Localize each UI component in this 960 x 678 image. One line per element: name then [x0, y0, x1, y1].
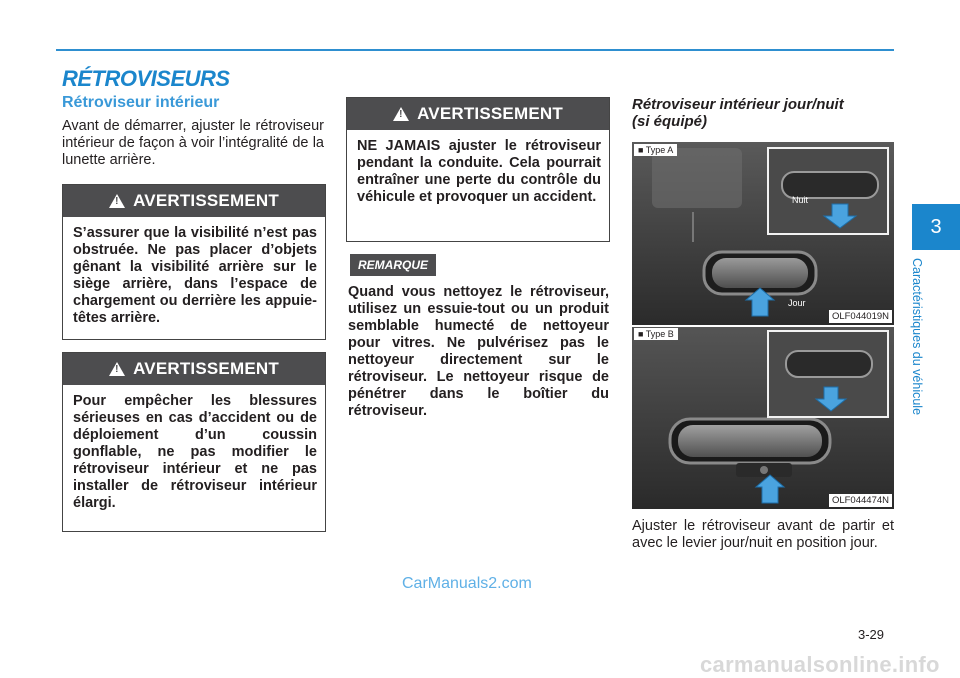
- warning-header: [63, 353, 325, 385]
- warning-text: Pour empêcher les blessures sérieuses en cas d’accident ou de déploiement d’un coussin gonflable, ne pas modifier le rétroviseur intérieur et ne pas installer de rétroviseur intérieur élargi.: [73, 393, 317, 511]
- watermark-carmanualsonline[interactable]: carmanualsonline.info: [700, 652, 940, 677]
- figure-type-b: [632, 327, 894, 509]
- subsection-title: Rétroviseur intérieur: [62, 94, 220, 111]
- warning-header: [347, 98, 609, 130]
- figure-type-a: [632, 142, 894, 325]
- figure-code: OLF044474N: [829, 494, 892, 507]
- warning-text: NE JAMAIS ajuster le rétroviseur pendant la conduite. Cela pourrait entraîner une perte du contrôle du véhicule et provoquer un accident.: [357, 138, 601, 205]
- warning-title: AVERTISSEMENT: [133, 191, 279, 210]
- day-label: Jour: [788, 298, 806, 308]
- warning-box-driving: [346, 97, 610, 242]
- warning-triangle-icon: [109, 194, 125, 208]
- warning-text: S’assurer que la visibilité n’est pas obstruée. Ne pas placer d’objets gênant la visibilité arrière sur le siège arrière, dans l’espace de chargement ou derrière les appuie-têtes arrière.: [73, 225, 317, 326]
- caption-paragraph: Ajuster le rétroviseur avant de partir et avec le levier jour/nuit en position jour.: [632, 518, 894, 551]
- intro-paragraph: Avant de démarrer, ajuster le rétroviseur intérieur de façon à voir l’intégralité de la lunette arrière.: [62, 118, 324, 168]
- warning-box-visibility: [62, 184, 326, 340]
- mirror-illustration-a: [632, 142, 894, 325]
- chapter-title: Caractéristiques du véhicule: [910, 258, 924, 416]
- section-title: RÉTROVISEURS: [62, 66, 230, 91]
- night-label: Nuit: [792, 195, 809, 205]
- warning-triangle-icon: [393, 107, 409, 121]
- heading-line: (si équipé): [632, 113, 708, 130]
- warning-header: [63, 185, 325, 217]
- remark-badge: REMARQUE: [350, 254, 436, 276]
- warning-triangle-icon: [109, 362, 125, 376]
- warning-box-mirror-modification: [62, 352, 326, 532]
- page-number: 3-29: [858, 627, 885, 642]
- chapter-title-vertical: [910, 258, 940, 458]
- heading-line: Rétroviseur intérieur jour/nuit: [632, 96, 844, 113]
- warning-title: AVERTISSEMENT: [417, 104, 563, 123]
- mirror-illustration-b: [632, 327, 894, 509]
- warning-title: AVERTISSEMENT: [133, 359, 279, 378]
- figure-code: OLF044019N: [829, 310, 892, 323]
- header-rule: [56, 49, 894, 51]
- chapter-tab: 3: [912, 204, 960, 250]
- remark-paragraph: Quand vous nettoyez le rétroviseur, utilisez un essuie-tout ou un produit semblable humecté de nettoyeur pour vitres. Ne pulvérisez pas le nettoyeur directement sur le rétroviseur. Le nettoyeur risque de pénétrer dans le boîtier du rétroviseur.: [348, 284, 609, 419]
- figure-type-label: ■ Type A: [634, 144, 677, 156]
- figure-type-label: ■ Type B: [634, 328, 678, 340]
- watermark-carmanuals2[interactable]: CarManuals2.com: [402, 575, 532, 592]
- daynight-heading: [632, 96, 894, 130]
